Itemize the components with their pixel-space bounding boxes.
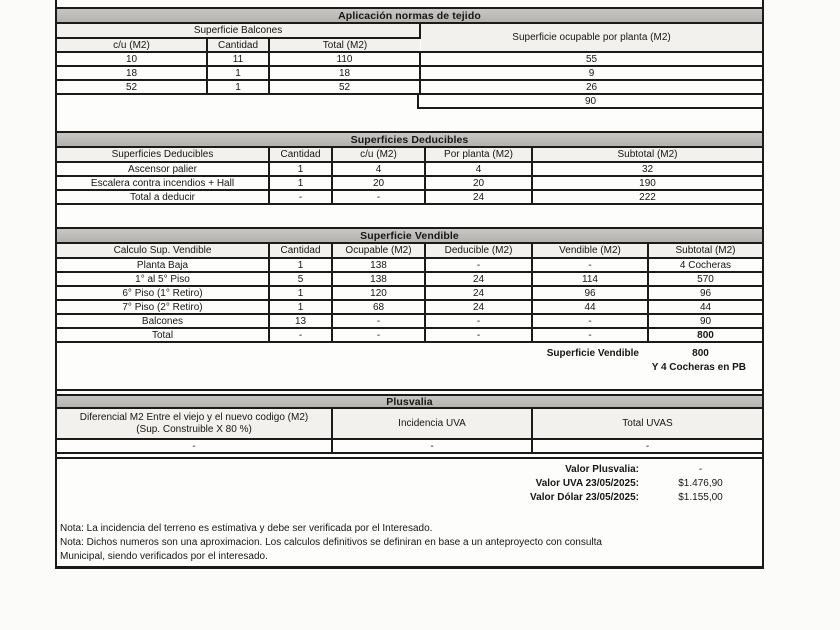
tejido-trailing-band <box>57 95 762 133</box>
table-row <box>57 286 762 300</box>
table-cell: 7° Piso (2° Retiro) <box>57 300 269 314</box>
valor-dolar-value: $1.155,00 <box>678 491 723 503</box>
table-cell: - <box>532 314 648 328</box>
summary-note-text: Y 4 Cocheras en PB <box>651 361 746 373</box>
column-header: Subtotal (M2) <box>648 244 762 258</box>
table-cell: 20 <box>332 176 425 190</box>
table-cell: 10 <box>57 52 207 66</box>
table-cell: 1 <box>269 258 332 272</box>
table-cell: 96 <box>648 286 762 300</box>
table-row <box>57 328 762 342</box>
table-cell: 1° al 5° Piso <box>57 272 269 286</box>
table-row <box>57 314 762 328</box>
section-title-vendible: Superficie Vendible <box>57 229 762 244</box>
table-cell: 1 <box>269 300 332 314</box>
ocupable-total-cell: 90 <box>417 95 762 109</box>
table-cell: - <box>332 328 425 342</box>
table-cell: 24 <box>425 272 532 286</box>
table-row <box>57 148 762 162</box>
note-line: Nota: La incidencia del terreno es estimativa y debe ser verificada por el Interesado. <box>60 523 433 534</box>
table-cell: 44 <box>648 300 762 314</box>
table-cell: - <box>532 328 648 342</box>
table-cell: Planta Baja <box>57 258 269 272</box>
table-cell: 114 <box>532 272 648 286</box>
column-header-diferencial <box>57 409 332 439</box>
column-header: Superficies Deducibles <box>57 148 269 162</box>
table-cell: - <box>532 258 648 272</box>
table-row <box>57 66 762 80</box>
table-cell: 190 <box>532 176 762 190</box>
table-cell: Ascensor palier <box>57 162 269 176</box>
table-row <box>57 258 762 272</box>
table-cell: 1 <box>207 80 269 94</box>
notes-block <box>60 522 602 564</box>
table-cell: 1 <box>269 176 332 190</box>
table-cell: - <box>532 439 762 453</box>
table-cell: Total <box>57 328 269 342</box>
section-title-deducibles: Superficies Deducibles <box>57 133 762 148</box>
table-cell: 20 <box>425 176 532 190</box>
column-header-incidencia: Incidencia UVA <box>332 409 532 439</box>
table-cell: Escalera contra incendios + Hall <box>57 176 269 190</box>
table-cell: 32 <box>532 162 762 176</box>
table-cell: 6° Piso (1° Retiro) <box>57 286 269 300</box>
table-cell: 18 <box>57 66 207 80</box>
summary-label: Superficie Vendible <box>546 347 639 359</box>
table-cell: 24 <box>425 286 532 300</box>
table-cell: 138 <box>332 258 425 272</box>
table-row <box>57 272 762 286</box>
table-row <box>57 80 762 94</box>
deducibles-table <box>57 148 762 205</box>
column-header: Vendible (M2) <box>532 244 648 258</box>
table-cell: 96 <box>532 286 648 300</box>
table-cell: 1 <box>269 286 332 300</box>
group-header-balcones: Superficie Balcones <box>57 24 420 38</box>
table-cell: 24 <box>425 300 532 314</box>
section-title-tejido: Aplicación normas de tejido <box>57 9 762 24</box>
valores-block <box>57 459 762 504</box>
summary-value: 800 <box>692 347 709 359</box>
cutoff-top-row <box>57 0 762 9</box>
table-row <box>57 300 762 314</box>
column-header-total-uvas: Total UVAS <box>532 409 762 439</box>
table-cell: 52 <box>57 80 207 94</box>
table-cell: 52 <box>269 80 420 94</box>
table-cell: 4 Cocheras <box>648 258 762 272</box>
table-cell: 222 <box>532 190 762 204</box>
table-row <box>57 52 762 66</box>
valor-plusvalia-label: Valor Plusvalia: <box>565 463 639 475</box>
column-header: Por planta (M2) <box>425 148 532 162</box>
table-row <box>57 162 762 176</box>
column-header: Subtotal (M2) <box>532 148 762 162</box>
plusvalia-table <box>57 409 762 454</box>
table-row <box>57 24 762 38</box>
table-row <box>57 244 762 258</box>
vendible-table <box>57 244 762 343</box>
total-vendible-cell: 800 <box>648 328 762 342</box>
table-cell: 570 <box>648 272 762 286</box>
column-header: Cantidad <box>269 148 332 162</box>
column-header: Cantidad <box>207 38 269 52</box>
table-cell: - <box>269 328 332 342</box>
table-cell: 18 <box>269 66 420 80</box>
valor-plusvalia-value: - <box>698 463 703 475</box>
table-cell: 1 <box>269 162 332 176</box>
table-cell: 26 <box>420 80 762 94</box>
valor-uva-label: Valor UVA 23/05/2025: <box>535 477 639 489</box>
column-header: Ocupable (M2) <box>332 244 425 258</box>
table-cell: 110 <box>269 52 420 66</box>
table-cell: - <box>425 258 532 272</box>
column-header: Deducible (M2) <box>425 244 532 258</box>
table-cell: 9 <box>420 66 762 80</box>
column-header: Cantidad <box>269 244 332 258</box>
table-row <box>57 439 762 453</box>
note-line: Municipal, siendo verificados por el interesado. <box>60 551 268 562</box>
table-cell: 24 <box>425 190 532 204</box>
column-header: c/u (M2) <box>57 38 207 52</box>
valor-uva-value: $1.476,90 <box>678 477 723 489</box>
table-cell: Total a deducir <box>57 190 269 204</box>
table-cell: Balcones <box>57 314 269 328</box>
column-header: c/u (M2) <box>332 148 425 162</box>
table-cell: 44 <box>532 300 648 314</box>
table-cell: - <box>332 314 425 328</box>
summary-note <box>57 360 762 374</box>
diferencial-line2: (Sup. Construible X 80 %) <box>136 423 252 435</box>
deducibles-trailing-band <box>57 205 762 229</box>
valor-dolar-label: Valor Dólar 23/05/2025: <box>530 491 639 503</box>
table-row <box>57 409 762 439</box>
table-cell: 4 <box>425 162 532 176</box>
vendible-summary-row <box>57 346 762 360</box>
tejido-table <box>57 24 762 95</box>
column-header: Calculo Sup. Vendible <box>57 244 269 258</box>
table-cell: 120 <box>332 286 425 300</box>
worksheet <box>55 0 764 569</box>
table-cell: 90 <box>648 314 762 328</box>
table-cell: 11 <box>207 52 269 66</box>
column-header: Total (M2) <box>269 38 420 52</box>
table-cell: 4 <box>332 162 425 176</box>
vendible-summary-band <box>57 343 762 391</box>
table-cell: 5 <box>269 272 332 286</box>
table-cell: - <box>425 328 532 342</box>
valor-row <box>57 476 762 490</box>
group-header-ocupable: Superficie ocupable por planta (M2) <box>420 24 762 52</box>
section-title-plusvalia: Plusvalia <box>57 394 762 409</box>
table-cell: 138 <box>332 272 425 286</box>
valores-notes-box <box>57 457 762 569</box>
table-cell: - <box>425 314 532 328</box>
table-cell: 13 <box>269 314 332 328</box>
table-cell: 68 <box>332 300 425 314</box>
table-cell: 55 <box>420 52 762 66</box>
table-row <box>57 190 762 204</box>
table-cell: - <box>57 439 332 453</box>
note-line: Nota: Dichos numeros son una aproximacion. Los calculos definitivos se definiran en base a un anteproyecto con consulta <box>60 537 602 548</box>
valor-row <box>57 490 762 504</box>
table-row <box>57 176 762 190</box>
table-cell: - <box>332 439 532 453</box>
table-cell: 1 <box>207 66 269 80</box>
table-cell: - <box>332 190 425 204</box>
table-cell: - <box>269 190 332 204</box>
diferencial-line1: Diferencial M2 Entre el viejo y el nuevo codigo (M2) <box>79 411 309 423</box>
valor-row <box>57 462 762 476</box>
